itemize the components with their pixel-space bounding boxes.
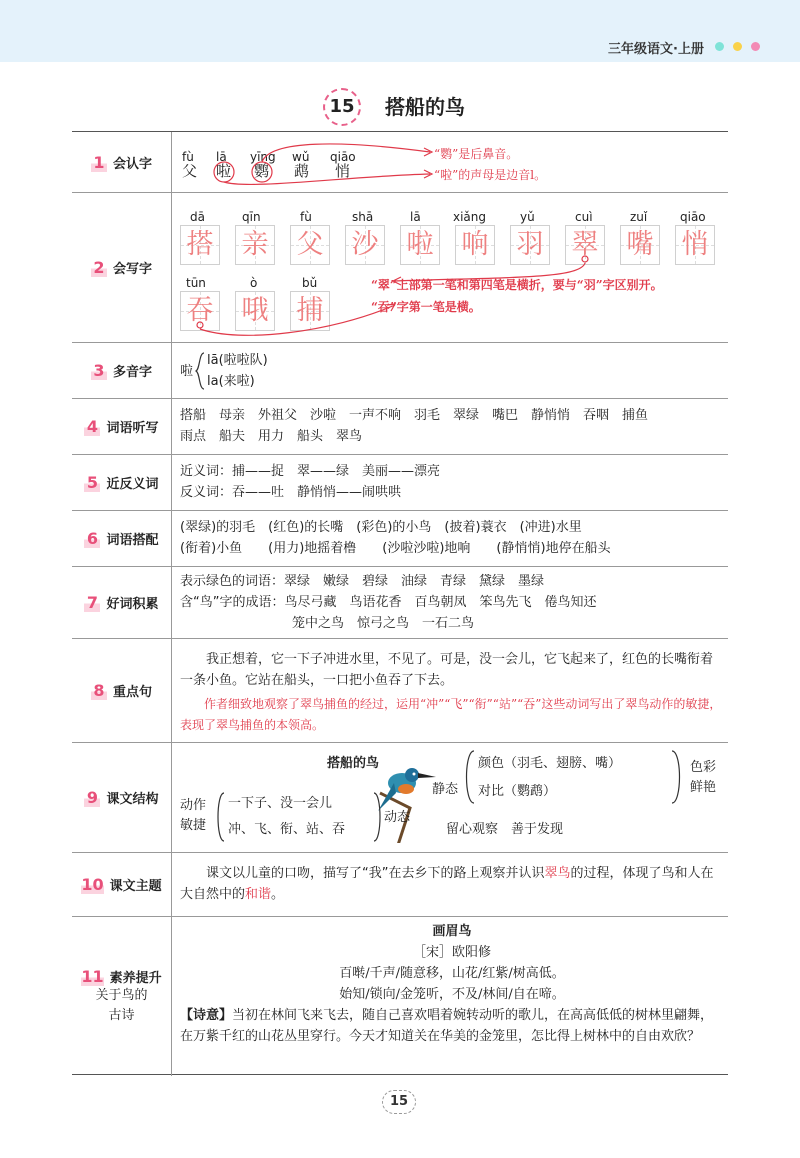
highlight: 和谐 xyxy=(245,887,272,902)
writing-grid xyxy=(620,225,660,265)
writing-grid xyxy=(290,225,330,265)
char: 嘴 xyxy=(626,229,654,260)
theme-text: 课文以儿童的口吻，描写了“我”在去乡下的路上观察并认识翠鸟的过程，体现了鸟和人在大自然中的和谐。 xyxy=(180,866,714,902)
row-structure xyxy=(72,742,728,852)
static-result: 鲜艳 xyxy=(690,780,717,795)
char: 父 xyxy=(182,162,198,180)
section-label: 课文主题 xyxy=(109,879,162,894)
write-chars-content xyxy=(180,193,724,342)
pinyin: qiāo xyxy=(330,150,356,164)
section-number: 7 xyxy=(84,593,100,612)
annotation-note: “吞”字第一笔是横。 xyxy=(371,300,481,314)
polyphone-content xyxy=(180,343,724,398)
pinyin: fù xyxy=(182,150,194,164)
section-label: 素养提升 xyxy=(109,971,162,986)
char: 啦 xyxy=(406,229,434,260)
pinyin: lā xyxy=(216,150,227,164)
row-polyphone xyxy=(72,342,728,398)
writing-grid xyxy=(510,225,550,265)
section-number: 5 xyxy=(84,473,100,492)
writing-grid xyxy=(180,291,220,331)
synonym-line: 近义词：捕——捉 翠——绿 美丽——漂亮 xyxy=(180,464,441,479)
polyphone-char: 啦 xyxy=(180,364,194,379)
pinyin: xiǎng xyxy=(453,210,487,224)
section-label: 会写字 xyxy=(112,262,152,277)
char: 鹉 xyxy=(294,162,310,180)
char: 吞 xyxy=(186,295,214,326)
poem-line: 百啭/千声/随意移，山花/红紫/树高低。 xyxy=(339,966,565,981)
annotation-note: “啦”的声母是边音l。 xyxy=(434,168,547,182)
writing-grid xyxy=(675,225,715,265)
pinyin: dā xyxy=(190,210,205,224)
char: 哦 xyxy=(241,295,269,326)
diagram-conclusion: 留心观察 善于发现 xyxy=(446,822,564,837)
char: 啦 xyxy=(216,162,232,180)
pinyin: lā xyxy=(410,210,421,224)
row-theme xyxy=(72,852,728,916)
dynamic-summary: 敏捷 xyxy=(180,818,207,833)
section-label: 多音字 xyxy=(112,365,152,380)
pinyin: shā xyxy=(352,210,374,224)
word-line: 笼中之鸟 惊弓之鸟 一石二鸟 xyxy=(292,616,475,631)
section-number: 8 xyxy=(91,681,107,700)
static-result: 色彩 xyxy=(690,760,717,775)
section-label: 会认字 xyxy=(112,156,152,172)
pinyin: yǔ xyxy=(520,210,535,224)
collocation-line: (衔着)小鱼 (用力)地摇着橹 (沙啦沙啦)地响 (静悄悄)地停在船头 xyxy=(180,541,611,556)
lesson-table xyxy=(72,131,728,1075)
row-dictation xyxy=(72,398,728,454)
synonyms-content xyxy=(180,455,724,510)
structure-diagram xyxy=(180,743,724,852)
char: 响 xyxy=(461,229,489,260)
section-number: 4 xyxy=(84,417,100,436)
section-sublabel: 关于鸟的 xyxy=(95,988,148,1003)
section-label: 近反义词 xyxy=(106,477,159,492)
row-collocations xyxy=(72,510,728,566)
antonym-line: 反义词：吞——吐 静悄悄——闹哄哄 xyxy=(180,485,402,500)
pinyin: zuǐ xyxy=(630,210,648,224)
reading: la(来啦) xyxy=(207,374,255,389)
section-number: 10 xyxy=(81,875,104,894)
highlight: 翠鸟 xyxy=(544,866,571,881)
collocation-line: (翠绿)的羽毛 (红色)的长嘴 (彩色)的小鸟 (披着)蓑衣 (冲进)水里 xyxy=(180,520,582,535)
section-label: 词语听写 xyxy=(106,421,159,436)
writing-grid xyxy=(345,225,385,265)
key-sentence-content xyxy=(180,639,724,742)
page-number: 15 xyxy=(382,1090,416,1114)
writing-grid xyxy=(455,225,495,265)
static-item: 颜色（羽毛、翅膀、嘴） xyxy=(478,756,622,771)
dynamic-summary: 动作 xyxy=(180,798,207,813)
writing-grid xyxy=(565,225,605,265)
annotation-note: “鹦”是后鼻音。 xyxy=(434,147,519,161)
pinyin: qīn xyxy=(242,210,261,224)
analysis-note: 作者细致地观察了翠鸟捕鱼的经过，运用“冲”“飞”“衔”“站”“吞”这些动词写出了翠鸟动作的敏捷，表现了翠鸟捕鱼的本领高。 xyxy=(180,697,722,732)
section-number: 3 xyxy=(91,361,107,380)
section-sublabel: 古诗 xyxy=(108,1008,135,1023)
pinyin: qiāo xyxy=(680,210,706,224)
char: 亲 xyxy=(241,229,269,260)
decor-dot-3 xyxy=(751,42,760,51)
char: 悄 xyxy=(335,162,351,180)
lesson-number: 15 xyxy=(323,88,361,126)
writing-grid xyxy=(235,225,275,265)
book-title: 三年级语文·上册 xyxy=(608,42,704,57)
dictation-content xyxy=(180,399,724,454)
writing-grid xyxy=(235,291,275,331)
theme-content xyxy=(180,853,724,916)
section-label: 课文结构 xyxy=(106,792,159,807)
writing-grid xyxy=(290,291,330,331)
char: 羽 xyxy=(516,229,544,260)
word-line: 雨点 船夫 用力 船头 翠鸟 xyxy=(180,429,363,444)
section-label: 好词积累 xyxy=(106,597,159,612)
section-label: 重点句 xyxy=(112,685,152,700)
pinyin: wǔ xyxy=(292,150,310,164)
section-number: 2 xyxy=(91,258,107,277)
section-label: 词语搭配 xyxy=(106,533,159,548)
lesson-title: 搭船的鸟 xyxy=(385,95,465,119)
collocations-content xyxy=(180,511,724,566)
dynamic-label: 动态 xyxy=(384,810,411,825)
char: 沙 xyxy=(351,229,379,260)
meaning-label: 【诗意】 xyxy=(180,1008,233,1023)
poem-author: ［宋］欧阳修 xyxy=(412,945,491,960)
dynamic-item: 冲、飞、衔、站、吞 xyxy=(228,822,346,837)
pinyin: tūn xyxy=(186,276,206,290)
char: 悄 xyxy=(681,229,709,260)
poem-title: 画眉鸟 xyxy=(432,924,472,939)
decor-dot-1 xyxy=(715,42,724,51)
recognize-chars-content xyxy=(180,132,724,192)
row-key-sentence xyxy=(72,638,728,742)
row-extension xyxy=(72,916,728,1076)
char: 翠 xyxy=(571,229,599,260)
pinyin: yīng xyxy=(250,150,276,164)
row-good-words xyxy=(72,566,728,638)
pinyin: bǔ xyxy=(302,276,318,290)
row-synonyms xyxy=(72,454,728,510)
writing-grid xyxy=(180,225,220,265)
annotation-note: “翠”上部第一笔和第四笔是横折，要与“羽”字区别开。 xyxy=(371,278,663,292)
pinyin: cuì xyxy=(575,210,593,224)
pinyin: ò xyxy=(250,276,258,290)
section-number: 1 xyxy=(91,153,107,172)
writing-grid xyxy=(400,225,440,265)
lesson-heading xyxy=(0,84,800,124)
good-words-content xyxy=(180,567,724,638)
word-line: 表示绿色的词语：翠绿 嫩绿 碧绿 油绿 青绿 黛绿 墨绿 xyxy=(180,574,545,589)
word-line: 含“鸟”字的成语：鸟尽弓藏 鸟语花香 百鸟朝凤 笨鸟先飞 倦鸟知还 xyxy=(180,595,597,610)
char: 搭 xyxy=(186,229,214,260)
key-sentence: 我正想着，它一下子冲进水里，不见了。可是，没一会儿，它飞起来了，红色的长嘴衔着一条小鱼。它站在船头，一口把小鱼吞了下去。 xyxy=(180,652,714,688)
char: 捕 xyxy=(296,295,324,326)
row-write-chars xyxy=(72,192,728,342)
brace-icon xyxy=(195,351,205,391)
poem-meaning: 【诗意】当初在林间飞来飞去，随自己喜欢唱着婉转动听的歌儿，在高高低低的树林里翩舞，在万紫千红的山花丛里穿行。今天才知道关在华美的金笼里，怎比得上树林中的自由欢欣？ xyxy=(180,1008,714,1044)
poem-content xyxy=(180,917,724,1076)
static-label: 静态 xyxy=(432,782,459,797)
pinyin: fù xyxy=(300,210,312,224)
section-number: 6 xyxy=(84,529,100,548)
section-number: 11 xyxy=(81,967,104,986)
word-line: 搭船 母亲 外祖父 沙啦 一声不响 羽毛 翠绿 嘴巴 静悄悄 吞咽 捕鱼 xyxy=(180,408,649,423)
row-recognize-chars xyxy=(72,132,728,192)
poem-line: 始知/锁向/金笼听，不及/林间/自在啼。 xyxy=(339,987,565,1002)
char: 父 xyxy=(296,229,324,260)
static-item: 对比（鹦鹉） xyxy=(478,784,557,799)
decor-dot-2 xyxy=(733,42,742,51)
top-banner xyxy=(0,0,800,62)
section-number: 9 xyxy=(84,788,100,807)
char: 鹦 xyxy=(254,162,270,180)
diagram-title: 搭船的鸟 xyxy=(327,756,380,771)
reading: lā(啦啦队) xyxy=(207,353,268,368)
dynamic-item: 一下子、没一会儿 xyxy=(228,796,333,811)
